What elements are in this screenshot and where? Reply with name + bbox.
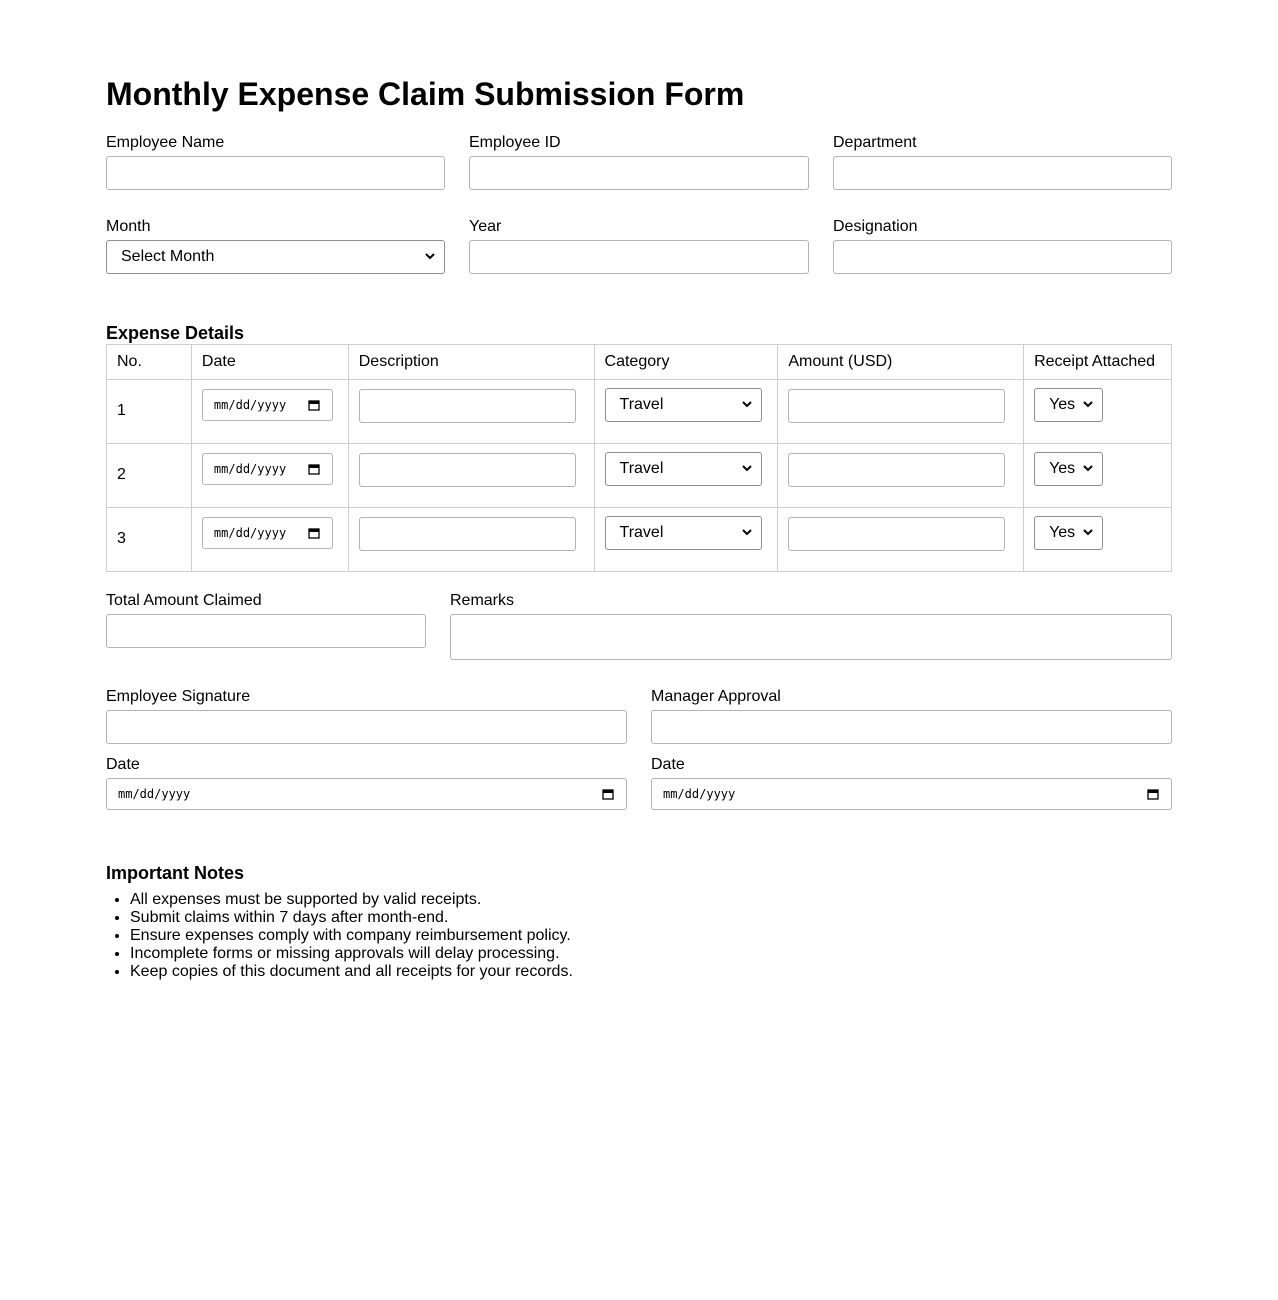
column-header-no: No. [107, 345, 192, 380]
manager-date-label: Date [651, 756, 685, 773]
designation-input[interactable] [833, 240, 1172, 274]
calendar-icon[interactable] [308, 399, 320, 411]
employee-id-input[interactable] [469, 156, 809, 190]
date-placeholder: mm/dd/yyyy [213, 526, 287, 540]
row-receipt-value: Yes [1049, 524, 1076, 541]
month-select[interactable] [106, 240, 445, 274]
row-receipt-select[interactable] [1034, 388, 1103, 422]
employee-signature-input[interactable] [106, 710, 627, 744]
calendar-icon[interactable] [308, 527, 320, 539]
page-title: Monthly Expense Claim Submission Form [106, 76, 745, 112]
calendar-icon[interactable] [602, 788, 614, 800]
chevron-down-icon [1082, 398, 1094, 410]
manager-approval-label: Manager Approval [651, 688, 781, 705]
total-amount-input[interactable] [106, 614, 426, 648]
employee-name-input[interactable] [106, 156, 445, 190]
employee-name-label: Employee Name [106, 134, 225, 151]
row-number: 1 [117, 402, 126, 419]
chevron-down-icon [424, 250, 436, 262]
date-placeholder: mm/dd/yyyy [663, 787, 736, 801]
notes-list [106, 891, 573, 981]
row-receipt-select[interactable] [1034, 452, 1103, 486]
row-date-input[interactable] [202, 517, 333, 549]
expense-details-heading: Expense Details [106, 323, 245, 343]
employee-signature-label: Employee Signature [106, 688, 251, 705]
table-row [107, 444, 1172, 508]
column-header-description: Description [348, 345, 594, 380]
chevron-down-icon [1082, 462, 1094, 474]
manager-approval-input[interactable] [651, 710, 1172, 744]
month-label: Month [106, 218, 151, 235]
manager-date-input[interactable] [651, 778, 1172, 810]
row-amount-input[interactable] [788, 453, 1005, 487]
row-receipt-select[interactable] [1034, 516, 1103, 550]
row-category-select[interactable] [605, 516, 762, 550]
column-header-amount: Amount (USD) [778, 345, 1024, 380]
row-amount-input[interactable] [788, 389, 1005, 423]
month-select-value: Select Month [121, 248, 215, 265]
chevron-down-icon [741, 462, 753, 474]
department-label: Department [833, 134, 917, 151]
chevron-down-icon [741, 526, 753, 538]
row-number: 2 [117, 466, 126, 483]
year-input[interactable] [469, 240, 809, 274]
row-category-value: Travel [619, 524, 664, 541]
row-category-value: Travel [619, 396, 664, 413]
row-category-select[interactable] [605, 388, 762, 422]
column-header-date: Date [191, 345, 348, 380]
employee-date-input[interactable] [106, 778, 627, 810]
row-description-input[interactable] [359, 389, 576, 423]
list-item: • Keep copies of this document and all receipts for your records. [130, 963, 573, 981]
employee-id-label: Employee ID [469, 134, 561, 151]
table-row [107, 380, 1172, 444]
row-description-input[interactable] [359, 517, 576, 551]
employee-date-label: Date [106, 756, 140, 773]
notes-heading: Important Notes [106, 863, 245, 883]
table-header-row [107, 345, 1172, 380]
year-label: Year [469, 218, 502, 235]
row-description-input[interactable] [359, 453, 576, 487]
expense-table [106, 344, 1172, 572]
calendar-icon[interactable] [308, 463, 320, 475]
column-header-category: Category [594, 345, 778, 380]
date-placeholder: mm/dd/yyyy [213, 462, 287, 476]
row-category-value: Travel [619, 460, 664, 477]
column-header-receipt: Receipt Attached [1024, 345, 1172, 380]
table-row [107, 508, 1172, 572]
remarks-textarea[interactable] [450, 614, 1172, 660]
list-item: • All expenses must be supported by valid receipts. [130, 891, 573, 909]
row-date-input[interactable] [202, 389, 333, 421]
row-amount-input[interactable] [788, 517, 1005, 551]
list-item: • Incomplete forms or missing approvals will delay processing. [130, 945, 573, 963]
date-placeholder: mm/dd/yyyy [213, 398, 287, 412]
chevron-down-icon [741, 398, 753, 410]
chevron-down-icon [1082, 526, 1094, 538]
remarks-label: Remarks [450, 592, 515, 609]
row-receipt-value: Yes [1049, 396, 1076, 413]
list-item: • Submit claims within 7 days after month-end. [130, 909, 573, 927]
row-number: 3 [117, 530, 126, 547]
list-item: • Ensure expenses comply with company reimbursement policy. [130, 927, 573, 945]
row-receipt-value: Yes [1049, 460, 1076, 477]
total-amount-label: Total Amount Claimed [106, 592, 262, 609]
department-input[interactable] [833, 156, 1172, 190]
date-placeholder: mm/dd/yyyy [118, 787, 191, 801]
calendar-icon[interactable] [1147, 788, 1159, 800]
designation-label: Designation [833, 218, 918, 235]
row-date-input[interactable] [202, 453, 333, 485]
row-category-select[interactable] [605, 452, 762, 486]
